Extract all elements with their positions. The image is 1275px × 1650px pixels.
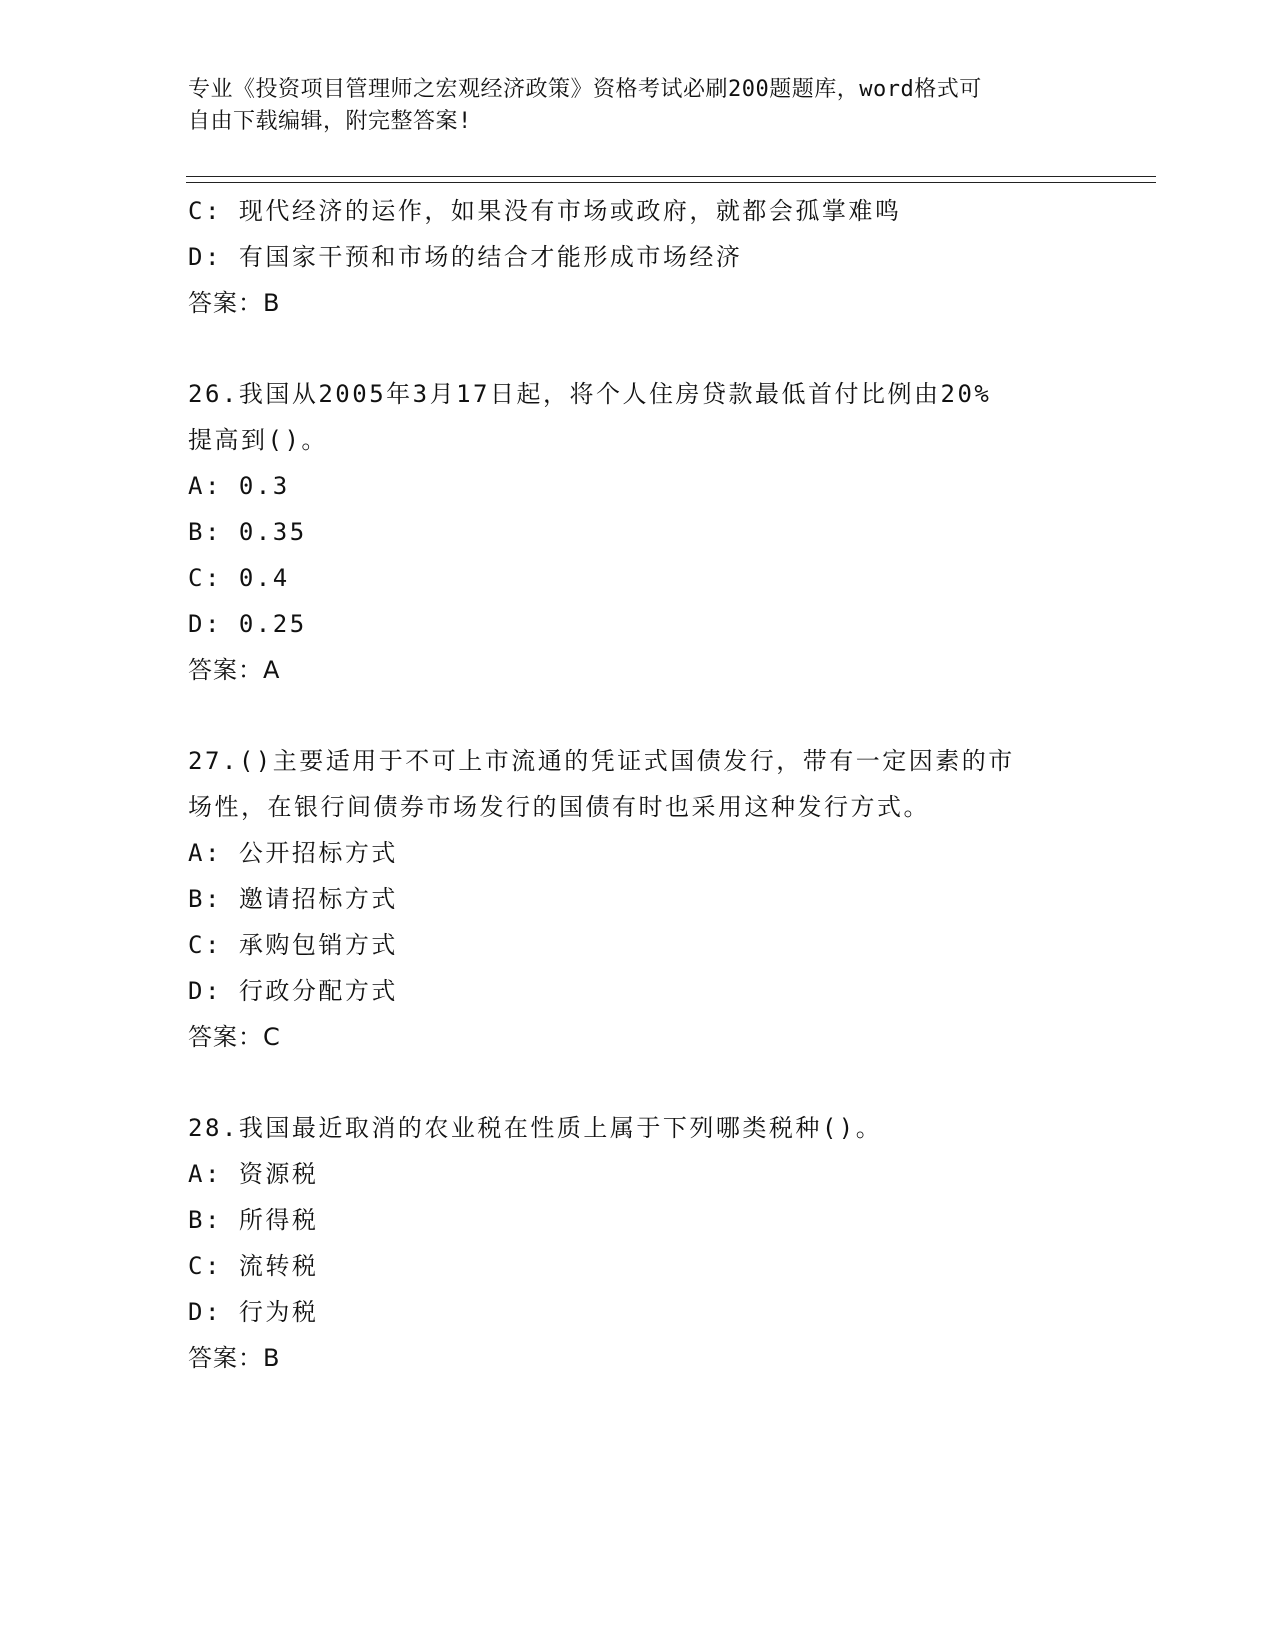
option-d: D: 行为税 — [188, 1298, 319, 1326]
option-d: D: 行政分配方式 — [188, 977, 398, 1005]
option-a: A: 资源税 — [188, 1160, 319, 1188]
option-c: C: 0.4 — [188, 564, 290, 592]
previous-question-tail — [188, 188, 1088, 326]
header-divider-bottom — [186, 182, 1156, 183]
question-stem-line: 场性，在银行间债券市场发行的国债有时也采用这种发行方式。 — [188, 793, 930, 821]
question-28 — [188, 1105, 1088, 1381]
header-line-1: 专业《投资项目管理师之宏观经济政策》资格考试必刷200题题库，word格式可 — [188, 77, 982, 102]
question-stem-line: 28.我国最近取消的农业税在性质上属于下列哪类税种()。 — [188, 1114, 883, 1142]
option-b: B: 所得税 — [188, 1206, 319, 1234]
document-header — [188, 74, 1088, 138]
option-b: B: 邀请招标方式 — [188, 885, 398, 913]
question-stem-line: 26.我国从2005年3月17日起，将个人住房贷款最低首付比例由20% — [188, 380, 992, 408]
question-stem-line: 27.()主要适用于不可上市流通的凭证式国债发行，带有一定因素的市 — [188, 747, 1015, 775]
header-divider-top — [186, 176, 1156, 177]
answer-line: 答案：A — [188, 656, 281, 684]
question-stem-line: 提高到()。 — [188, 426, 328, 454]
option-c: C: 流转税 — [188, 1252, 319, 1280]
option-a: A: 公开招标方式 — [188, 839, 398, 867]
question-26 — [188, 371, 1088, 693]
option-a: A: 0.3 — [188, 472, 290, 500]
header-line-2: 自由下载编辑，附完整答案! — [188, 109, 472, 134]
question-list — [188, 188, 1088, 1381]
answer-line: 答案：C — [188, 1023, 281, 1051]
option-c: C: 承购包销方式 — [188, 931, 398, 959]
option-d: D: 有国家干预和市场的结合才能形成市场经济 — [188, 243, 743, 271]
option-b: B: 0.35 — [188, 518, 307, 546]
answer-line: 答案：B — [188, 1344, 281, 1372]
question-27 — [188, 738, 1088, 1060]
answer-line: 答案：B — [188, 289, 281, 317]
option-d: D: 0.25 — [188, 610, 307, 638]
option-c: C: 现代经济的运作，如果没有市场或政府，就都会孤掌难鸣 — [188, 197, 902, 225]
